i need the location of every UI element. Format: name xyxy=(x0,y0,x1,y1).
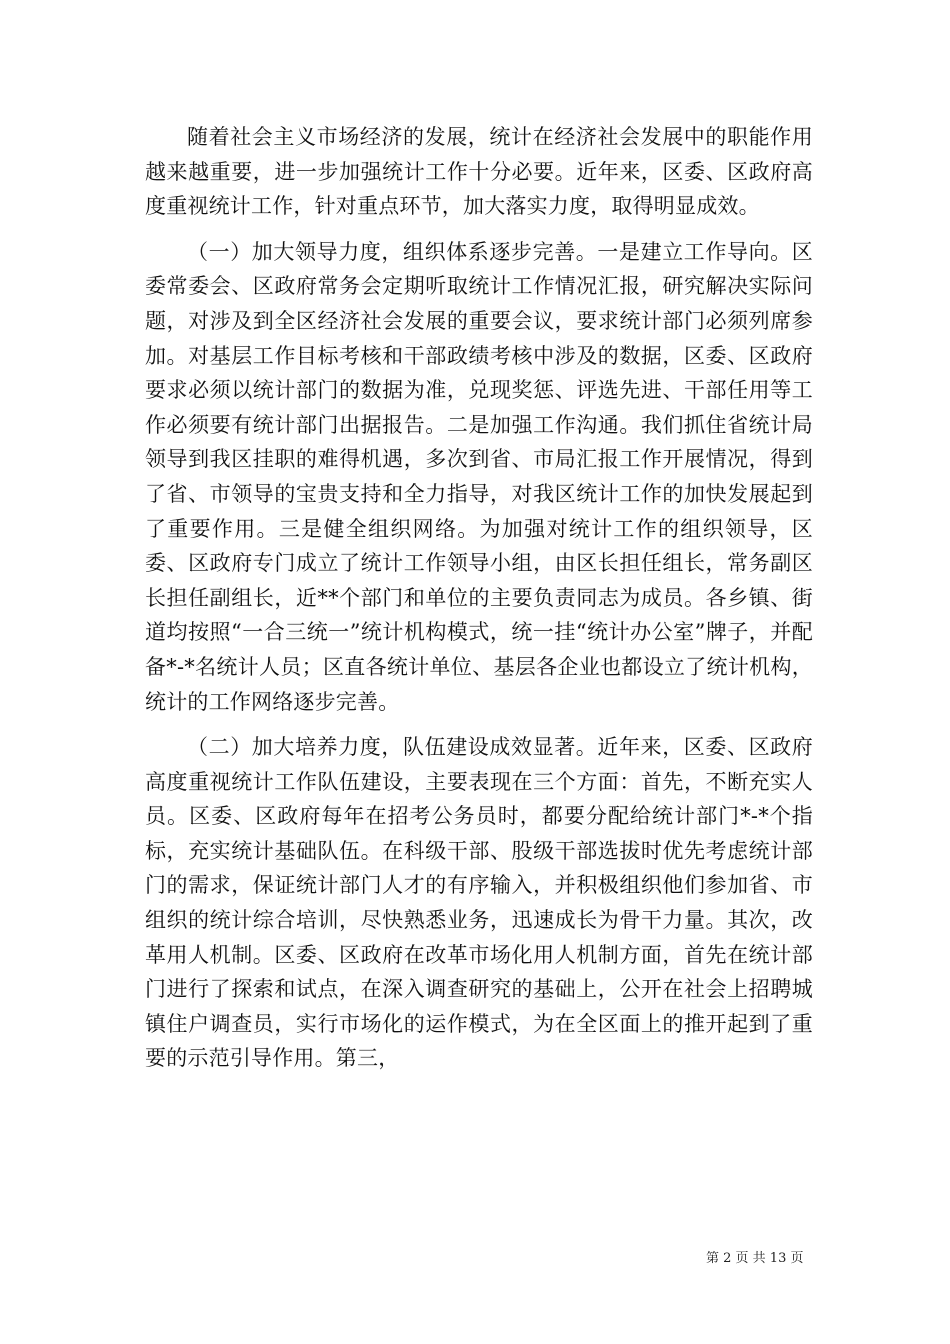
paragraph-intro: 随着社会主义市场经济的发展，统计在经济社会发展中的职能作用越来越重要，进一步加强统计工作十分必要。近年来，区委、区政府高度重视统计工作，针对重点环节，加大落实力度，取得明显成效。 xyxy=(145,125,813,219)
page-number-footer: 第 2 页 共 13 页 xyxy=(706,1251,804,1266)
document-body xyxy=(145,120,813,1087)
paragraph-section-2: （二）加大培养力度，队伍建设成效显著。近年来，区委、区政府高度重视统计工作队伍建设，主要表现在三个方面：首先，不断充实人员。区委、区政府每年在招考公务员时，都要分配给统计部门*-*个指标，充实统计基础队伍。在科级干部、股级干部选拔时优先考虑统计部门的需求，保证统计部门人才的有序输入，并积极组织他们参加省、市组织的统计综合培训，尽快熟悉业务，迅速成长为骨干力量。其次，改革用人机制。区委、区政府在改革市场化用人机制方面，首先在统计部门进行了探索和试点，在深入调查研究的基础上，公开在社会上招聘城镇住户调查员，实行市场化的运作模式，为在全区面上的推开起到了重要的示范引导作用。第三， xyxy=(145,735,813,1071)
paragraph-section-1: （一）加大领导力度，组织体系逐步完善。一是建立工作导向。区委常委会、区政府常务会定期听取统计工作情况汇报，研究解决实际问题，对涉及到全区经济社会发展的重要会议，要求统计部门必须列席参加。对基层工作目标考核和干部政绩考核中涉及的数据，区委、区政府要求必须以统计部门的数据为准，兑现奖惩、评选先进、干部任用等工作必须要有统计部门出据报告。二是加强工作沟通。我们抓住省统计局领导到我区挂职的难得机遇，多次到省、市局汇报工作开展情况，得到了省、市领导的宝贵支持和全力指导，对我区统计工作的加快发展起到了重要作用。三是健全组织网络。为加强对统计工作的组织领导，区委、区政府专门成立了统计工作领导小组，由区长担任组长，常务副区长担任副组长，近**个部门和单位的主要负责同志为成员。各乡镇、街道均按照“一合三统一”统计机构模式，统一挂“统计办公室”牌子，并配备*-*名统计人员；区直各统计单位、基层各企业也都设立了统计机构，统计的工作网络逐步完善。 xyxy=(145,239,813,714)
